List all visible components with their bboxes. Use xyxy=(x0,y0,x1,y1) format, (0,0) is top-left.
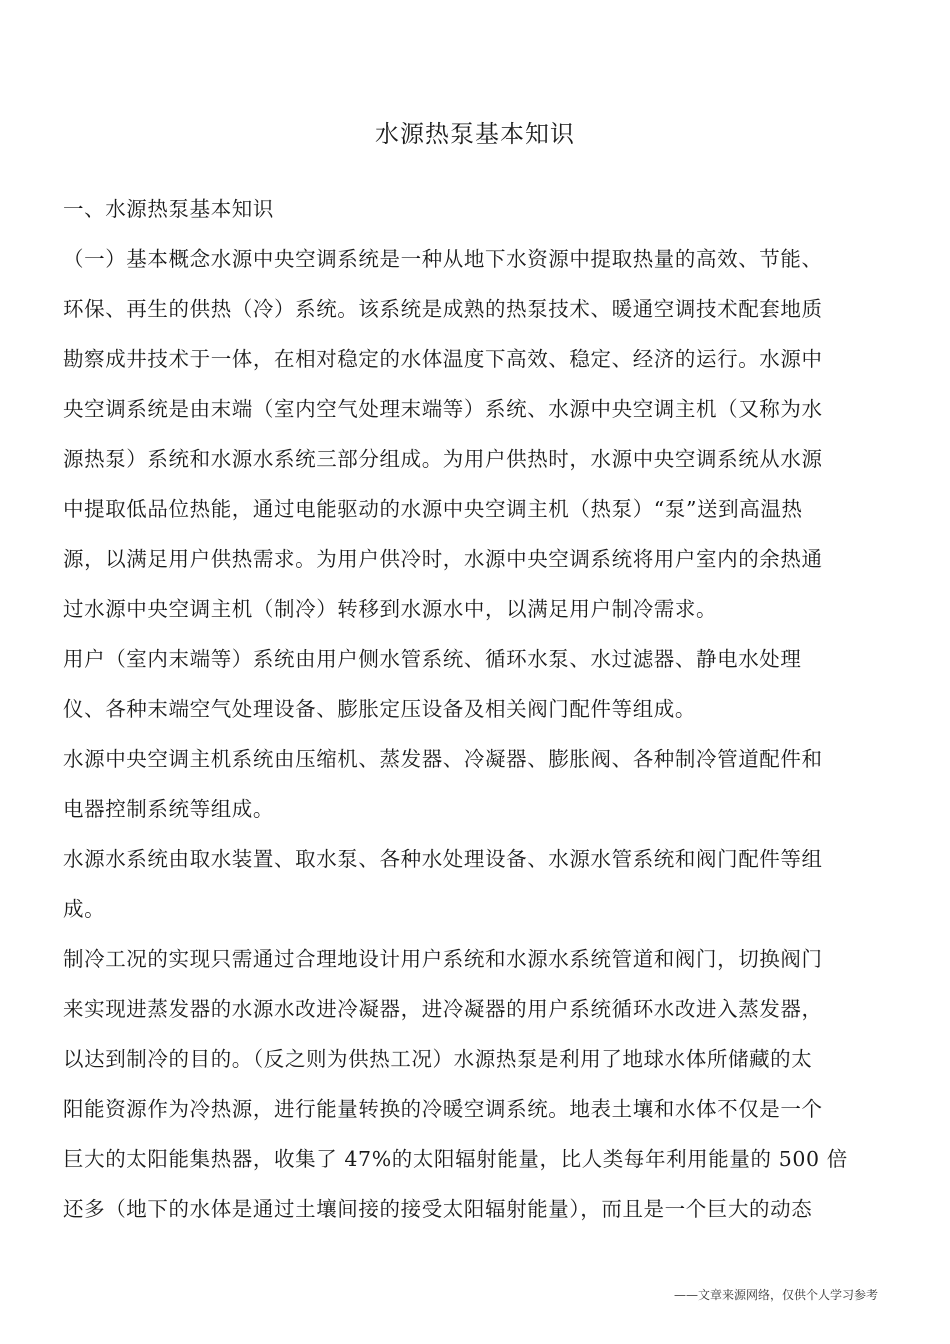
text-line: （一）基本概念水源中央空调系统是一种从地下水资源中提取热量的高效、节能、 xyxy=(63,247,823,271)
document-title: 水源热泵基本知识 xyxy=(375,120,575,148)
text-line: 巨大的太阳能集热器，收集了 47%的太阳辐射能量，比人类每年利用能量的 500 倍 xyxy=(63,1147,848,1171)
text-line: 环保、再生的供热（冷）系统。该系统是成熟的热泵技术、暖通空调技术配套地质 xyxy=(63,297,823,321)
text-line: 仪、各种末端空气处理设备、膨胀定压设备及相关阀门配件等组成。 xyxy=(63,697,696,721)
text-line: 中提取低品位热能，通过电能驱动的水源中央空调主机（热泵）“泵”送到高温热 xyxy=(63,497,803,521)
text-line: 以达到制冷的目的。（反之则为供热工况）水源热泵是利用了地球水体所储藏的太 xyxy=(63,1047,813,1071)
section-heading: 一、水源热泵基本知识 xyxy=(63,197,274,221)
text-line: 用户（室内末端等）系统由用户侧水管系统、循环水泵、水过滤器、静电水处理 xyxy=(63,647,802,671)
text-line: 央空调系统是由末端（室内空气处理末端等）系统、水源中央空调主机（又称为水 xyxy=(63,397,823,421)
text-line: 制冷工况的实现只需通过合理地设计用户系统和水源水系统管道和阀门，切换阀门 xyxy=(63,947,823,971)
text-line: 源，以满足用户供热需求。为用户供冷时，水源中央空调系统将用户室内的余热通 xyxy=(63,547,823,571)
text-line: 还多（地下的水体是通过土壤间接的接受太阳辐射能量），而且是一个巨大的动态 xyxy=(63,1197,813,1221)
text-line: 来实现进蒸发器的水源水改进冷凝器，进冷凝器的用户系统循环水改进入蒸发器， xyxy=(63,997,823,1021)
source-footer: ——文章来源网络，仅供个人学习参考 xyxy=(673,1288,878,1302)
text-line: 源热泵）系统和水源水系统三部分组成。为用户供热时，水源中央空调系统从水源 xyxy=(63,447,823,471)
text-line: 成。 xyxy=(63,897,106,921)
text-line: 电器控制系统等组成。 xyxy=(63,797,274,821)
text-line: 过水源中央空调主机（制冷）转移到水源水中，以满足用户制冷需求。 xyxy=(63,597,718,621)
text-line: 水源水系统由取水装置、取水泵、各种水处理设备、水源水管系统和阀门配件等组 xyxy=(63,847,823,871)
text-line: 勘察成井技术于一体，在相对稳定的水体温度下高效、稳定、经济的运行。水源中 xyxy=(63,347,823,371)
text-line: 水源中央空调主机系统由压缩机、蒸发器、冷凝器、膨胀阀、各种制冷管道配件和 xyxy=(63,747,823,771)
text-line: 阳能资源作为冷热源，进行能量转换的冷暖空调系统。地表土壤和水体不仅是一个 xyxy=(63,1097,823,1121)
